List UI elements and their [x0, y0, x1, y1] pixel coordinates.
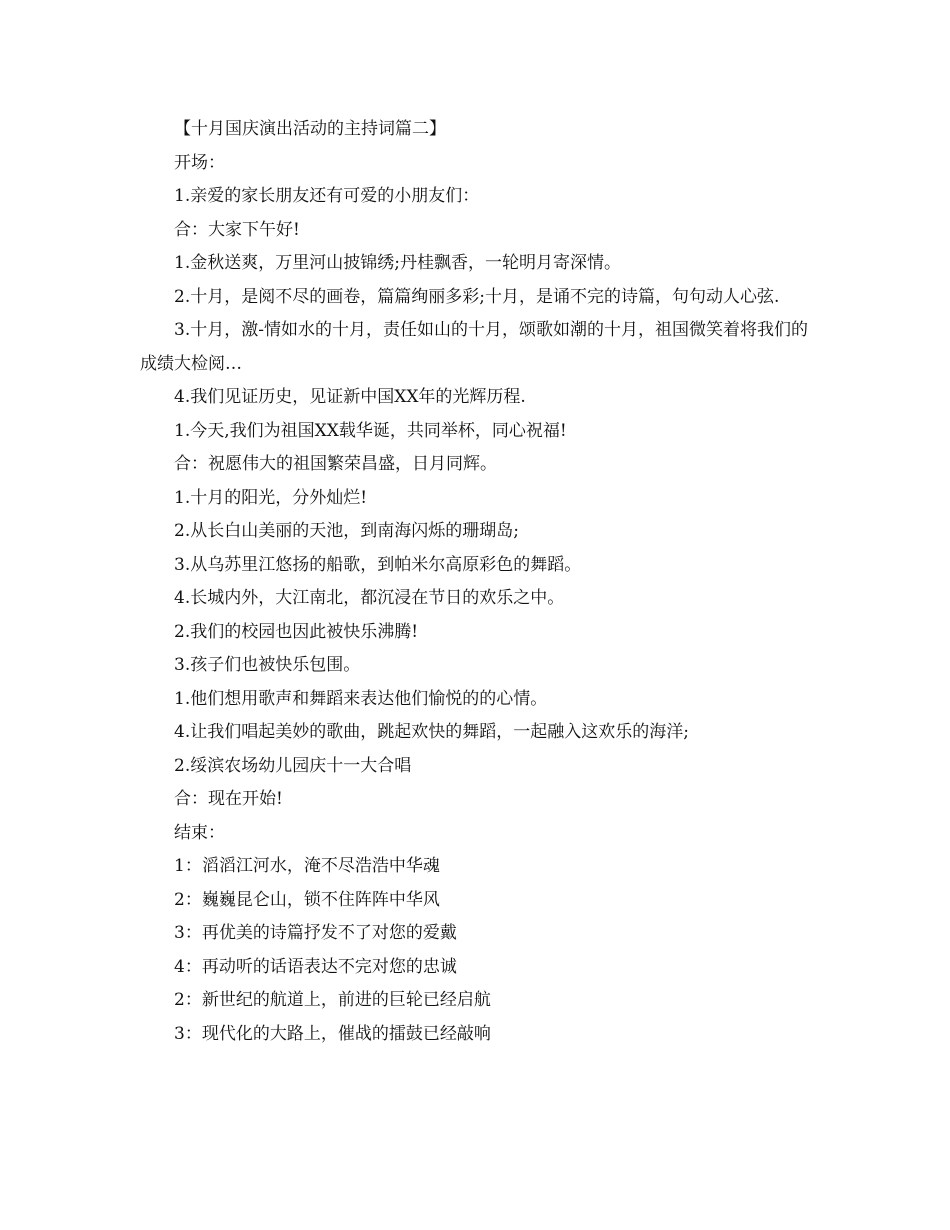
paragraph: 开场： [174, 152, 225, 173]
paragraph: 2：新世纪的航道上，前进的巨轮已经启航 [174, 990, 491, 1010]
paragraph: 合：祝愿伟大的祖国繁荣昌盛，日月同辉。 [174, 454, 497, 474]
paragraph: 2.绥滨农场幼儿园庆十一大合唱 [174, 755, 412, 776]
paragraph: 1.他们想用歌声和舞蹈来表达他们愉悦的的心情。 [174, 688, 548, 709]
document-body [140, 113, 820, 1051]
paragraph: 3.从乌苏里江悠扬的船歌，到帕米尔高原彩色的舞蹈。 [174, 554, 582, 575]
paragraph: 合：大家下午好! [174, 219, 300, 240]
paragraph: 2.十月，是阅不尽的画卷，篇篇绚丽多彩;十月，是诵不完的诗篇，句句动人心弦. [174, 286, 780, 307]
paragraph: 1.金秋送爽，万里河山披锦绣;丹桂飘香，一轮明月寄深情。 [174, 253, 621, 273]
paragraph: 4.我们见证历史，见证新中国XX年的光辉历程. [174, 387, 526, 407]
paragraph: 3：再优美的诗篇抒发不了对您的爱戴 [174, 923, 457, 943]
paragraph: 1.十月的阳光，分外灿烂! [174, 487, 368, 508]
document-title: 【十月国庆演出活动的主持词篇二】 [174, 119, 446, 139]
paragraph: 1.今天,我们为祖国XX载华诞，共同举杯，同心祝福! [174, 420, 567, 441]
paragraph: 1：滔滔江河水，淹不尽浩浩中华魂 [174, 856, 440, 876]
paragraph: 4：再动听的话语表达不完对您的忠诚 [174, 956, 457, 977]
paragraph: 2：巍巍昆仑山，锁不住阵阵中华风 [174, 889, 440, 910]
paragraph: 2.我们的校园也因此被快乐沸腾! [174, 621, 419, 642]
paragraph: 3.十月，激-情如水的十月，责任如山的十月，颂歌如潮的十月，祖国微笑着将我们的成绩大检阅… [140, 320, 808, 374]
paragraph: 3：现代化的大路上，催战的擂鼓已经敲响 [174, 1023, 491, 1044]
paragraph: 3.孩子们也被快乐包围。 [174, 655, 361, 675]
paragraph: 合：现在开始! [174, 789, 283, 809]
paragraph: 4.让我们唱起美妙的歌曲，跳起欢快的舞蹈，一起融入这欢乐的海洋; [174, 722, 689, 742]
paragraph: 1.亲爱的家长朋友还有可爱的小朋友们： [174, 186, 480, 206]
paragraph: 结束： [174, 822, 225, 843]
paragraph: 4.长城内外，大江南北，都沉浸在节日的欢乐之中。 [174, 588, 565, 608]
paragraph: 2.从长白山美丽的天池，到南海闪烁的珊瑚岛; [174, 521, 519, 541]
